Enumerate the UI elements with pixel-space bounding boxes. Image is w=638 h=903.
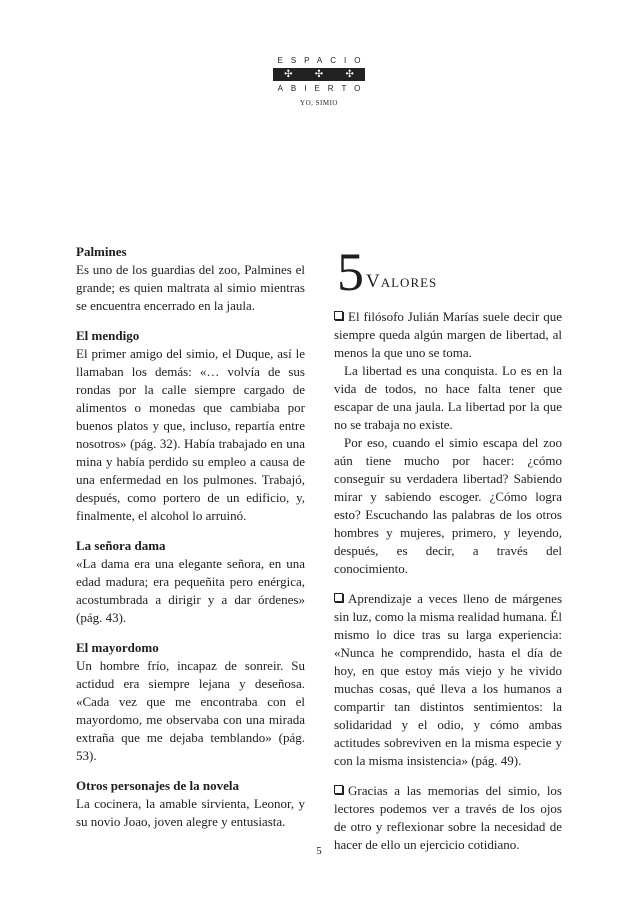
character-description: La cocinera, la amable sirvienta, Leonor, y su novio Joao, joven alegre y entusiasta. xyxy=(76,796,305,829)
paragraph xyxy=(334,590,562,770)
paragraph xyxy=(334,782,562,854)
character-entry xyxy=(76,537,305,627)
paragraph-text: Aprendizaje a veces lleno de márgenes sin luz, como la misma realidad humana. Él mismo lo dice tras su larga experiencia: «Nunca he comprendido, hasta el día de hoy, en que estoy más viejo y he vivido muchas cosas, qué lleva a los humanos a compartir tan distintos sentimientos: la solidaridad y el odio, y cómo ambas actitudes sobreviven en la misma especie y con la misma insistencia» (pág. 49). xyxy=(334,591,562,768)
checkbox-bullet-icon xyxy=(334,593,343,602)
cross-icon: ✣ xyxy=(314,69,324,80)
values-column xyxy=(334,243,562,866)
paragraph: Por eso, cuando el simio escapa del zoo aún tiene mucho por hacer: ¿cómo conseguir su verdadera libertad? Sabiendo mirar y sabiendo escoger. ¿Cómo logra esto? Escuchando las palabras de los otros hombres y mujeres, primero, y leyendo, después, es decir, a través del conocimiento. xyxy=(334,435,562,576)
brand-cross-bar xyxy=(273,68,365,81)
paragraph-text: El filósofo Julián Marías suele decir que siempre queda algún margen de libertad, al menos la que uno se toma. xyxy=(334,309,562,360)
character-name: Palmines xyxy=(76,244,127,259)
character-entry xyxy=(76,327,305,525)
section-title: Valores xyxy=(366,271,438,292)
character-name: Otros personajes de la novela xyxy=(76,778,239,793)
character-entry xyxy=(76,777,305,831)
character-description: «La dama era una elegante señora, en una edad madura; era pequeñita pero enérgica, acostumbrada a dirigir y a dar órdenes» (pág. 43). xyxy=(76,556,305,625)
section-heading xyxy=(337,242,562,302)
section-number: 5 xyxy=(337,242,364,302)
page-number: 5 xyxy=(316,845,322,857)
paragraph xyxy=(334,308,562,362)
value-paragraph-group xyxy=(334,782,562,854)
character-name: La señora dama xyxy=(76,538,166,553)
character-name: El mayordomo xyxy=(76,640,159,655)
character-description: El primer amigo del simio, el Duque, así le llamaban los demás: «… volvía de sus rondas por la calle siempre cargado de alimentos o monedas que cambiaba por buenos platos y que, incluso, repartía entre nosotros» (pág. 32). Había trabajado en una mina y había perdido su empleo a causa de una enfermedad en los pulmones. Trabajó, después, como portero de un edificio, y, finalmente, el alcohol lo arruinó. xyxy=(76,346,305,523)
character-entry xyxy=(76,639,305,765)
paragraph-text: Gracias a las memorias del simio, los lectores podemos ver a través de los ojos de otro y reflexionar sobre la necesidad de hacer de ello un ejercicio cotidiano. xyxy=(334,783,562,852)
character-description: Es uno de los guardias del zoo, Palmines el grande; es quien maltrata al simio mientras se encuentra encerrado en la jaula. xyxy=(76,262,305,313)
checkbox-bullet-icon xyxy=(334,785,343,794)
character-description: Un hombre frío, incapaz de sonreir. Su actidud era siempre lejana y deseñosa. «Cada vez que me encontraba con el mayordomo, me observaba con una mirada extraña que me dejaba temblando» (pág. 53). xyxy=(76,658,305,763)
paragraph: La libertad es una conquista. Lo es en la vida de todos, no hace falta tener que escapar de una jaula. La libertad por la que no se trabaja no existe. xyxy=(334,363,562,432)
page-subtitle: YO, SIMIO xyxy=(300,99,338,107)
character-entry xyxy=(76,243,305,315)
value-paragraph-group xyxy=(334,308,562,578)
value-paragraph-group xyxy=(334,590,562,770)
brand-word-top: ESPACIO xyxy=(277,56,369,65)
brand-word-bottom: ABIERTO xyxy=(277,84,369,93)
cross-icon: ✣ xyxy=(345,69,354,80)
checkbox-bullet-icon xyxy=(334,311,343,320)
page-header xyxy=(0,55,638,107)
character-name: El mendigo xyxy=(76,328,140,343)
characters-column xyxy=(76,243,305,843)
cross-icon: ✣ xyxy=(284,69,293,80)
